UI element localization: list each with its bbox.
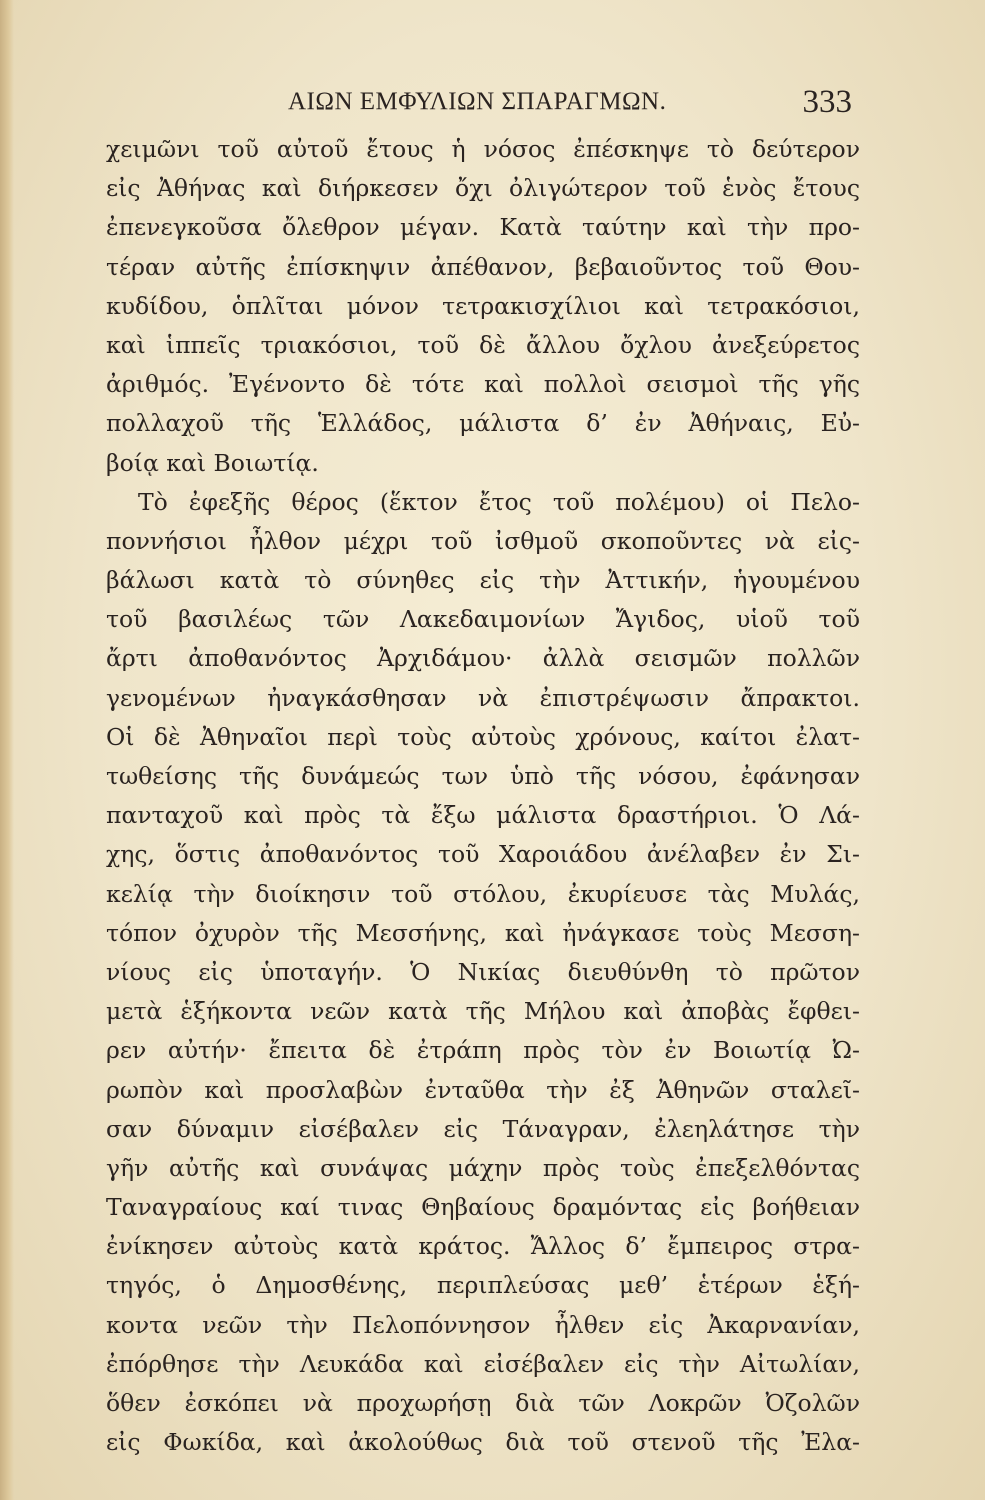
text-line: εἰς Ἀθήνας καὶ διήρκεσεν ὄχι ὀλιγώτερον τοῦ ἑνὸς ἔτους (106, 174, 860, 203)
text-line: χειμῶνι τοῦ αὐτοῦ ἔτους ἡ νόσος ἐπέσκηψε τὸ δεύτερον (106, 135, 860, 163)
text-line: βάλωσι κατὰ τὸ σύνηθες εἰς τὴν Ἀττικήν, ἡγουμένου (106, 566, 860, 595)
text-line: τέραν αὐτῆς ἐπίσκηψιν ἀπέθανον, βεβαιοῦντος τοῦ Θου- (106, 252, 860, 281)
text-line: κοντα νεῶν τὴν Πελοπόννησον ἦλθεν εἰς Ἀκαρνανίαν, (106, 1310, 860, 1339)
text-line: ἀριθμός. Ἐγένοντο δὲ τότε καὶ πολλοὶ σεισμοὶ τῆς γῆς (106, 370, 860, 399)
text-line: νίους εἰς ὑποταγήν. Ὁ Νικίας διευθύνθη τὸ πρῶτον (106, 957, 860, 986)
text-line: ἐπόρθησε τὴν Λευκάδα καὶ εἰσέβαλεν εἰς τὴν Αἰτωλίαν, (106, 1349, 860, 1378)
page-number: 333 (802, 84, 852, 120)
text-line: ρωπὸν καὶ προσλαβὼν ἐνταῦθα τὴν ἐξ Ἀθηνῶν σταλεῖ- (106, 1075, 860, 1104)
text-line: πολλαχοῦ τῆς Ἑλλάδος, μάλιστα δ’ ἐν Ἀθήναις, Εὐ- (106, 409, 860, 438)
text-line: τοῦ βασιλέως τῶν Λακεδαιμονίων Ἄγιδος, υἱοῦ τοῦ (106, 605, 860, 634)
text-line: Ταναγραίους καί τινας Θηβαίους δραμόντας εἰς βοήθειαν (106, 1193, 860, 1222)
body-text (106, 130, 860, 1462)
text-line: ἄρτι ἀποθανόντος Ἀρχιδάμου· ἀλλὰ σεισμῶν πολλῶν (106, 644, 860, 673)
text-line: σαν δύναμιν εἰσέβαλεν εἰς Τάναγραν, ἐλεηλάτησε τὴν (106, 1114, 860, 1143)
running-title: ΑΙΩΝ ΕΜΦΥΛΙΩΝ ΣΠΑΡΑΓΜΩΝ. (288, 88, 667, 115)
text-line: μετὰ ἑξήκοντα νεῶν κατὰ τῆς Μήλου καὶ ἀποβὰς ἔφθει- (106, 997, 860, 1026)
text-line: ρεν αὐτήν· ἔπειτα δὲ ἐτράπη πρὸς τὸν ἐν Βοιωτίᾳ Ὠ- (106, 1036, 860, 1065)
page-binding-edge (0, 0, 14, 1500)
text-line: εἰς Φωκίδα, καὶ ἀκολούθως διὰ τοῦ στενοῦ τῆς Ἐλα- (106, 1428, 860, 1457)
text-line: τόπον ὀχυρὸν τῆς Μεσσήνης, καὶ ἠνάγκασε τοὺς Μεσση- (106, 918, 860, 947)
text-line: ὅθεν ἐσκόπει νὰ προχωρήσῃ διὰ τῶν Λοκρῶν Ὀζολῶν (106, 1389, 860, 1417)
text-line: γῆν αὐτῆς καὶ συνάψας μάχην πρὸς τοὺς ἐπεξελθόντας (106, 1153, 860, 1182)
text-line: Οἱ δὲ Ἀθηναῖοι περὶ τοὺς αὐτοὺς χρόνους, καίτοι ἐλατ- (106, 722, 860, 751)
text-line: ἐπενεγκοῦσα ὄλεθρον μέγαν. Κατὰ ταύτην καὶ τὴν προ- (106, 213, 860, 242)
text-line: πανταχοῦ καὶ πρὸς τὰ ἔξω μάλιστα δραστήριοι. Ὁ Λά- (106, 801, 860, 830)
text-line: καὶ ἱππεῖς τριακόσιοι, τοῦ δὲ ἄλλου ὄχλου ἀνεξεύρετος (106, 330, 860, 359)
text-line: κελίᾳ τὴν διοίκησιν τοῦ στόλου, ἐκυρίευσε τὰς Μυλάς, (106, 879, 860, 908)
text-line: ποννήσιοι ἦλθον μέχρι τοῦ ἰσθμοῦ σκοποῦντες νὰ εἰς- (106, 526, 860, 555)
text-line: τωθείσης τῆς δυνάμεώς των ὑπὸ τῆς νόσου, ἐφάνησαν (106, 762, 860, 790)
text-line: κυδίδου, ὁπλῖται μόνον τετρακισχίλιοι καὶ τετρακόσιοι, (106, 291, 860, 320)
text-line: ἐνίκησεν αὐτοὺς κατὰ κράτος. Ἄλλος δ’ ἔμπειρος στρα- (106, 1232, 860, 1261)
text-line: χης, ὅστις ἀποθανόντος τοῦ Χαροιάδου ἀνέλαβεν ἐν Σι- (106, 840, 860, 869)
paragraph-start-line: Τὸ ἐφεξῆς θέρος (ἕκτον ἔτος τοῦ πολέμου) οἱ Πελο- (138, 487, 860, 516)
text-line: βοίᾳ καὶ Βοιωτίᾳ. (106, 448, 319, 477)
page-header (110, 84, 860, 124)
text-line: γενομένων ἠναγκάσθησαν νὰ ἐπιστρέψωσιν ἄπρακτοι. (106, 683, 860, 712)
text-line: τηγός, ὁ Δημοσθένης, περιπλεύσας μεθ’ ἑτέρων ἑξή- (106, 1271, 860, 1300)
